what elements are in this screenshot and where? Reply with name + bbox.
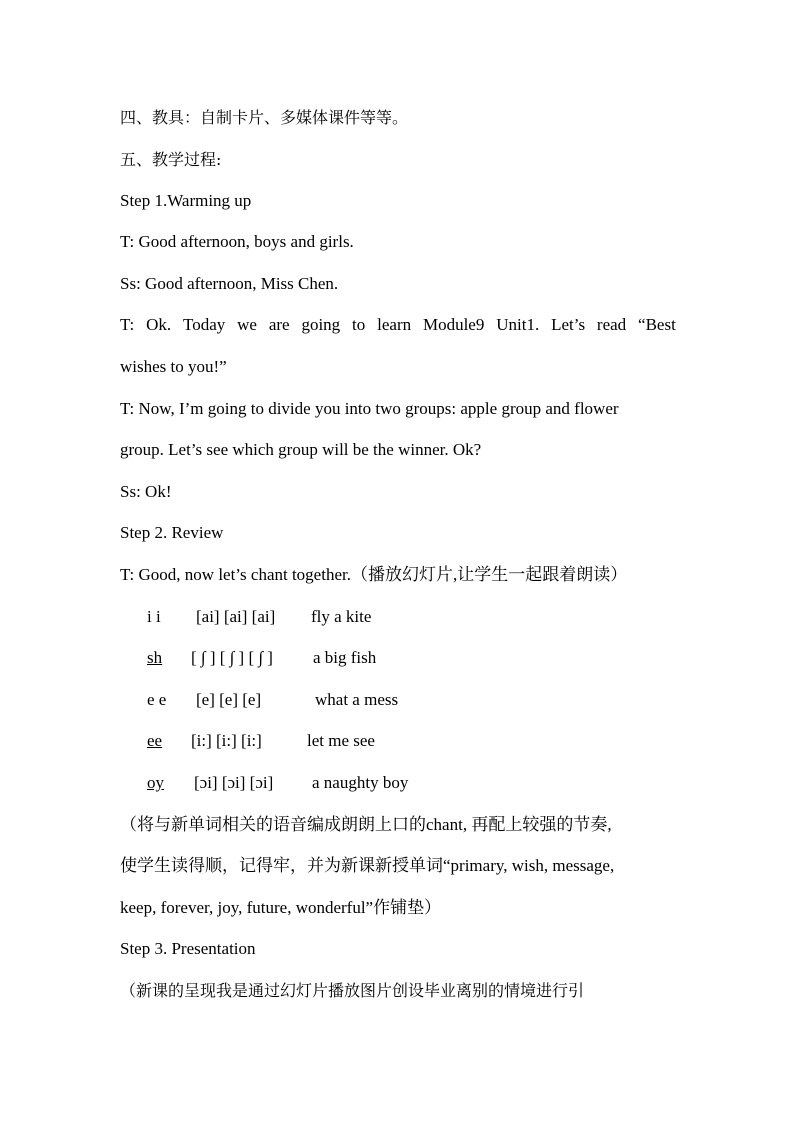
chant-letters: oy <box>147 773 164 792</box>
chant-letters: sh <box>147 648 163 667</box>
word: “Best <box>638 315 676 334</box>
chant-letters: i i <box>147 607 161 626</box>
annotation-line: （新课的呈现我是通过幻灯片播放图片创设毕业离别的情境进行引 <box>120 981 585 1000</box>
word: to <box>352 315 366 334</box>
annotation-line: （将与新单词相关的语音编成朗朗上口的chant, 再配上较强的节奏, <box>120 815 612 834</box>
chant-phrase: let me see <box>307 731 375 750</box>
word: Module9 <box>422 315 485 334</box>
annotation-line: 使学生读得顺，记得牢，并为新课新授单词“primary, wish, message, <box>120 856 615 875</box>
dialogue-line-justified <box>120 315 676 335</box>
chant-phrase: fly a kite <box>311 607 372 626</box>
word: Ok. <box>146 315 172 334</box>
dialogue-line: wishes to you!” <box>120 357 227 376</box>
dialogue-line: T: Good afternoon, boys and girls. <box>120 232 354 251</box>
teaching-process-heading: 五、教学过程: <box>120 150 222 169</box>
word: Let’s <box>551 315 586 334</box>
word: read <box>596 315 627 334</box>
dialogue-line: group. Let’s see which group will be the winner. Ok? <box>120 440 482 459</box>
chant-phrase: a naughty boy <box>312 773 409 792</box>
chant-letters: ee <box>147 731 163 750</box>
step3-heading: Step 3. Presentation <box>120 939 256 958</box>
chant-sounds: [e] [e] [e] <box>196 690 262 709</box>
word: going <box>301 315 341 334</box>
dialogue-line: T: Good, now let’s chant together.（播放幻灯片,让学生一起跟着朗读） <box>120 565 628 584</box>
word: Unit1. <box>496 315 540 334</box>
chant-sounds: [i:] [i:] [i:] <box>191 731 262 750</box>
word: T: <box>120 315 135 334</box>
word: Today <box>183 315 226 334</box>
word: are <box>268 315 290 334</box>
chant-sounds: [ ∫ ] [ ∫ ] [ ∫ ] <box>191 648 273 667</box>
dialogue-line: Ss: Good afternoon, Miss Chen. <box>120 274 339 293</box>
chant-phrase: a big fish <box>313 648 377 667</box>
step1-heading: Step 1.Warming up <box>120 191 252 210</box>
word: learn <box>377 315 412 334</box>
chant-phrase: what a mess <box>315 690 399 709</box>
annotation-line: keep, forever, joy, future, wonderful”作铺垫） <box>120 898 442 917</box>
dialogue-line: Ss: Ok! <box>120 482 172 501</box>
dialogue-line: T: Now, I’m going to divide you into two groups: apple group and flower <box>120 399 619 418</box>
chant-letters: e e <box>147 690 167 709</box>
chant-sounds: [ai] [ai] [ai] <box>196 607 276 626</box>
word: we <box>237 315 257 334</box>
step2-heading: Step 2. Review <box>120 523 224 542</box>
chant-sounds: [ɔi] [ɔi] [ɔi] <box>194 773 274 792</box>
teaching-aids-line: 四、教具：自制卡片、多媒体课件等等。 <box>120 108 409 127</box>
